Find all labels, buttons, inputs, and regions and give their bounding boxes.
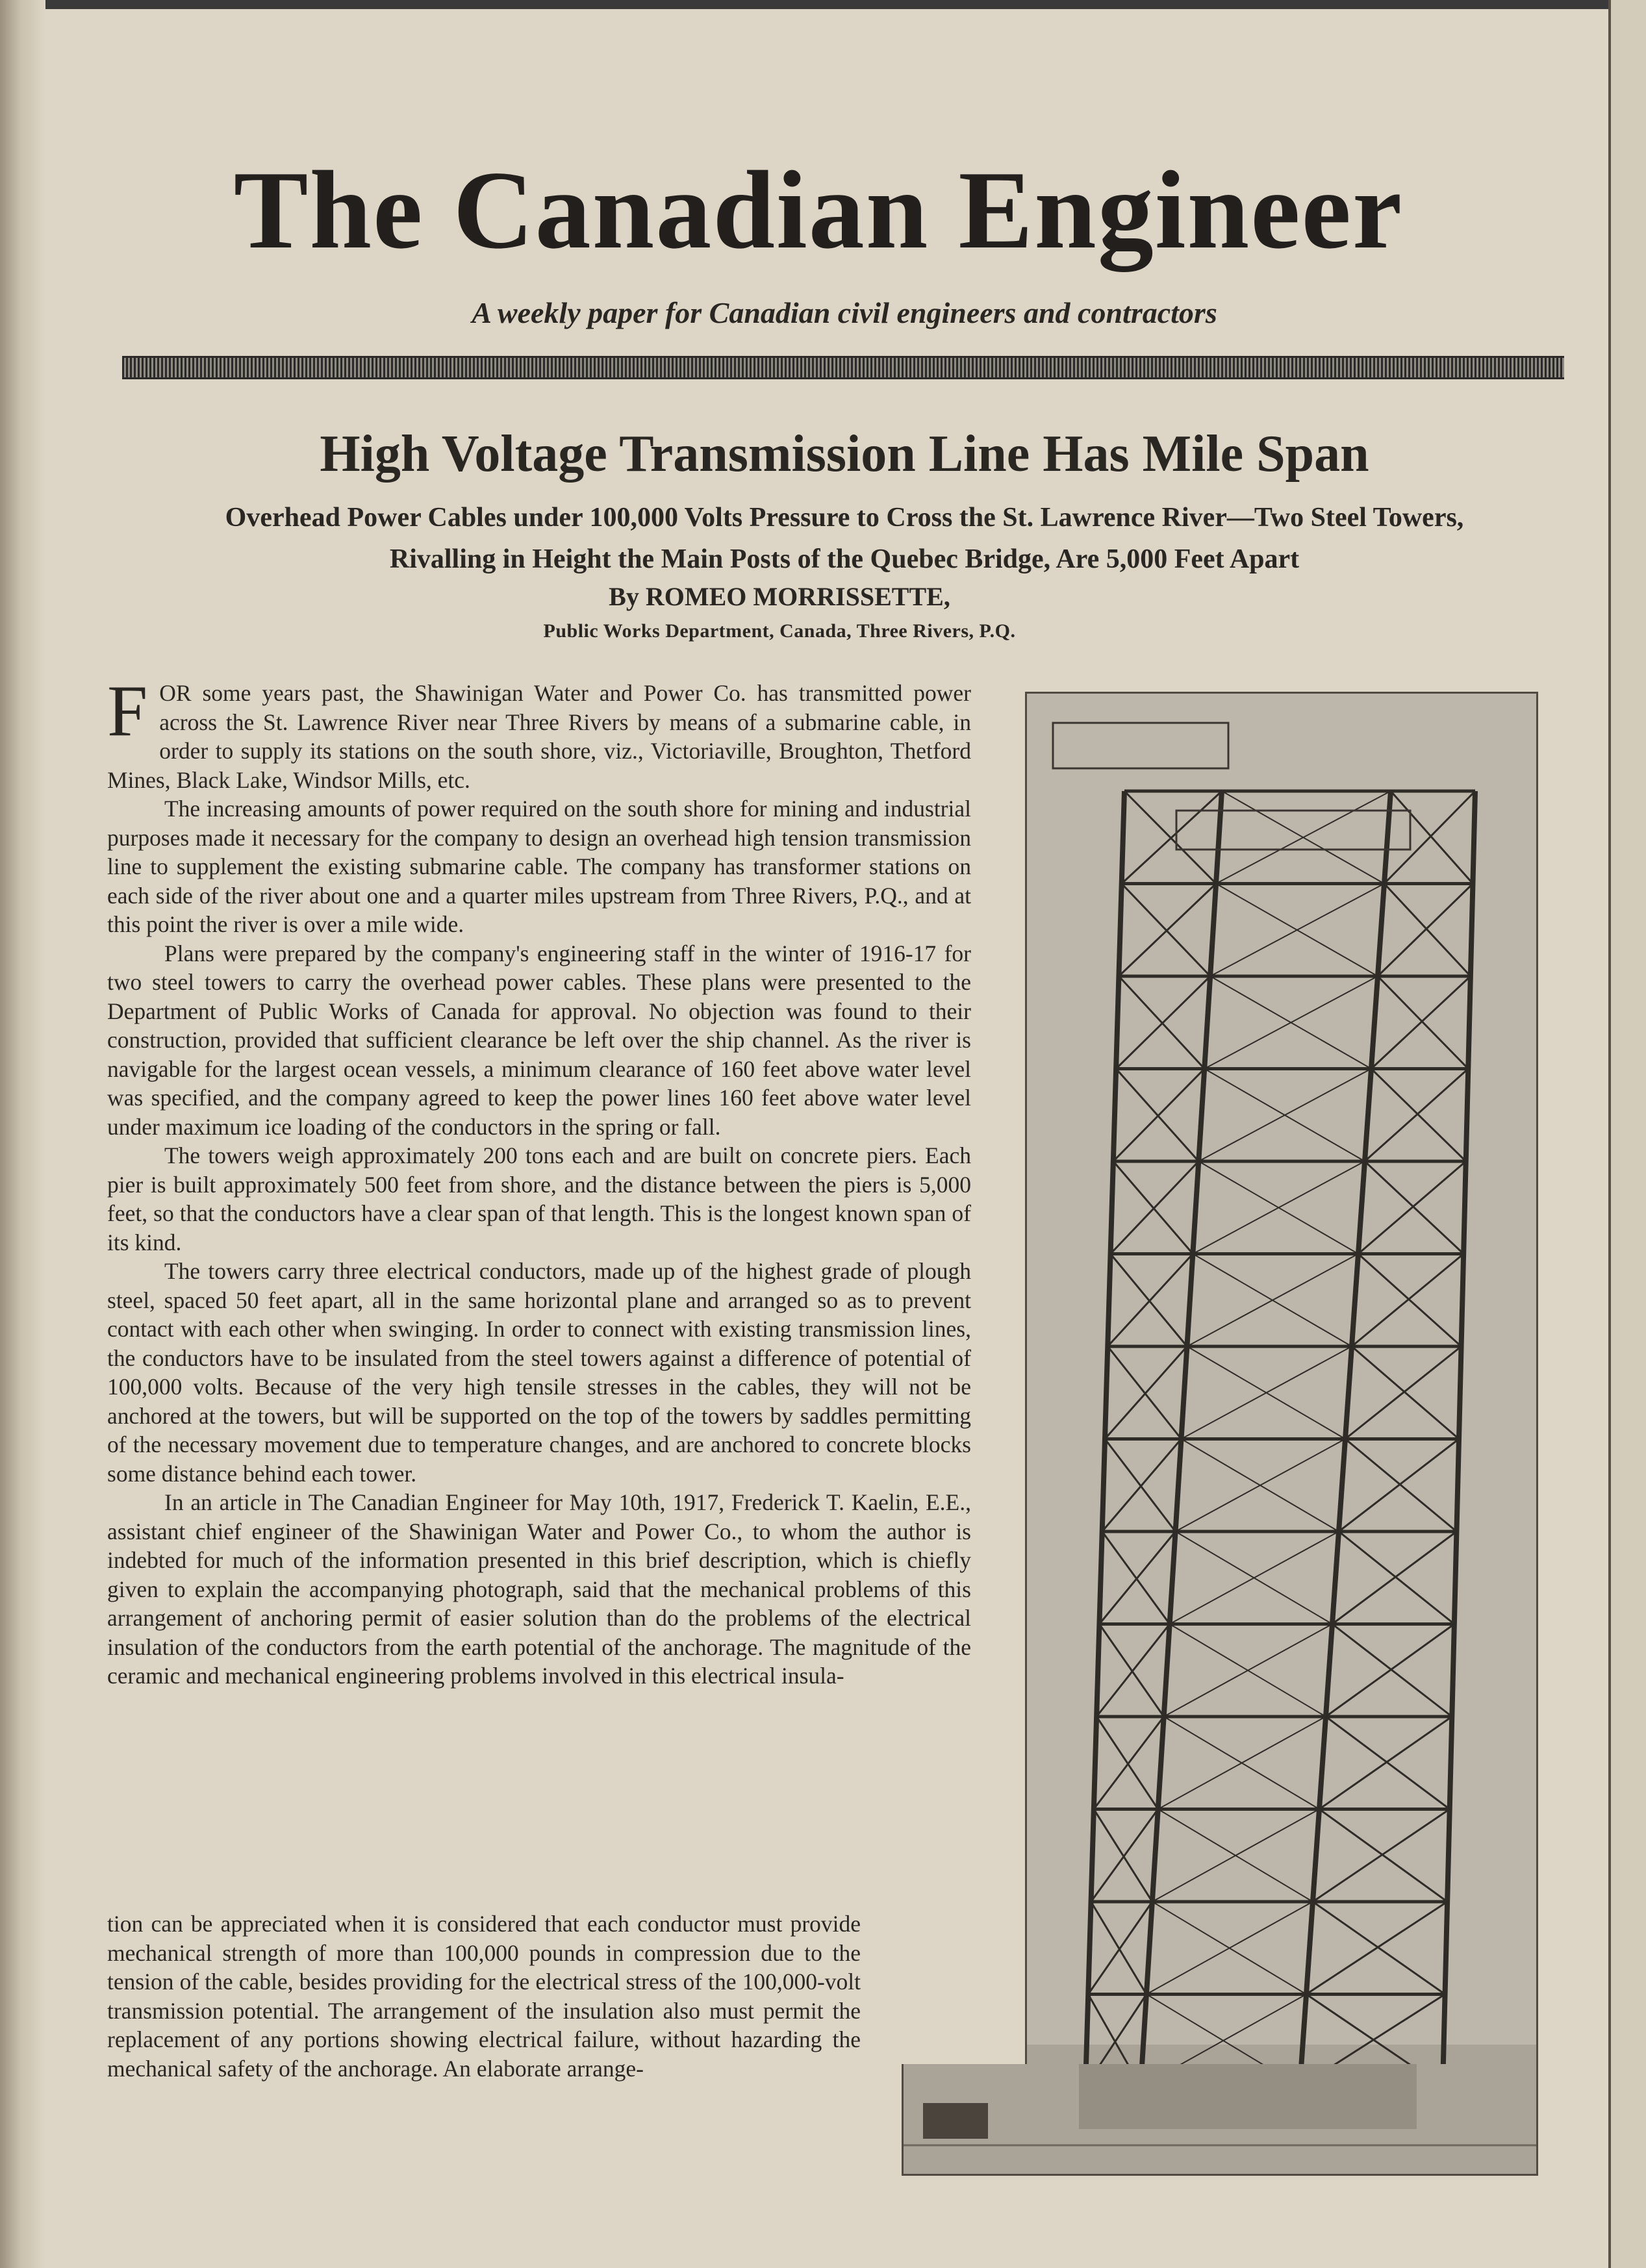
article-body <box>107 671 971 1691</box>
article-body-continued <box>107 1909 861 2083</box>
tower-photograph <box>1025 692 1538 2176</box>
paragraph-6-continued: tion can be appreciated when it is considered that each conductor must provide mechanical strength of more than 100,000 pounds in compression due to the tension of the cable, besides providing for the electrical stress of the 100,000-volt transmission potential. The arrangement of the insulation also must permit the replacement of any portions showing electrical failure, without hazarding the mechanical safety of the anchorage. An elaborate arrange- <box>107 1911 861 2082</box>
page-top-band <box>0 0 1646 9</box>
paragraph-4: The towers weigh approximately 200 tons each and are built on concrete piers. Each pier is built approximately 500 feet from shore, and the distance between the piers is 5,000 feet, so that the conductors have a clear span of that length. This is the longest known span of its kind. <box>107 1142 971 1255</box>
paragraph-3: Plans were prepared by the company's engineering staff in the winter of 1916-17 for two steel towers to carry the overhead power cables. These plans were presented to the Department of Public Works of Canada for approval. No objection was found to their construction, provided that sufficient clearance be left over the ship channel. As the river is navigable for the largest ocean vessels, a minimum clearance of 160 feet above water level was specified, and the company agreed to keep the power lines 160 feet above water level under maximum ice loading of the conductors in the spring or fall. <box>107 940 971 1140</box>
steel-tower-illustration <box>1027 694 1536 2174</box>
article-headline: High Voltage Transmission Line Has Mile Span <box>320 425 1369 483</box>
article-deck: Overhead Power Cables under 100,000 Volts Pressure to Cross the St. Lawrence River—Two Steel Towers, Rivalling in Height the Main Posts of the Quebec Bridge, Are 5,000 Feet Apart <box>225 503 1464 574</box>
paragraph-1: FOR some years past, the Shawinigan Water and Power Co. has transmitted power across the St. Lawrence River near Three Rivers by means of a submarine cable, in order to supply its stations on the south shore, viz., Victoriaville, Broughton, Thetford Mines, Black Lake, Windsor Mills, etc. <box>107 671 971 793</box>
masthead-rule <box>122 356 1564 379</box>
page-gutter-shadow <box>0 0 45 2268</box>
byline: By ROMEO MORRISSETTE, <box>609 582 950 611</box>
paragraph-6: In an article in The Canadian Engineer for May 10th, 1917, Frederick T. Kaelin, E.E., assistant chief engineer of the Shawinigan Water and Power Co., to whom the author is indebted for much of the information presented in this brief description, which is chiefly given to explain the accompanying photograph, said that the mechanical problems of this arrangement of anchoring permit of easier solution than do the problems of the electrical insulation of the conductors from the earth potential of the anchorage. The magnitude of the ceramic and mechanical engineering problems involved in this electrical insula- <box>107 1489 971 1689</box>
right-margin <box>1611 0 1646 2268</box>
tower-base-illustration <box>904 2064 1536 2174</box>
author-affiliation: Public Works Department, Canada, Three Rivers, P.Q. <box>543 620 1016 642</box>
drop-cap: F <box>107 671 148 751</box>
masthead-title: The Canadian Engineer <box>233 149 1404 272</box>
tower-photograph-base <box>902 2064 1538 2176</box>
masthead-subtitle: A weekly paper for Canadian civil engineers and contractors <box>472 296 1217 329</box>
paragraph-2: The increasing amounts of power required on the south shore for mining and industrial purposes made it necessary for the company to design an overhead high tension transmission line to supplement the existing submarine cable. The company has transformer stations on each side of the river about one and a quarter miles upstream from Three Rivers, P.Q., and at this point the river is over a mile wide. <box>107 796 971 937</box>
paragraph-5: The towers carry three electrical conductors, made up of the highest grade of plough steel, spaced 50 feet apart, all in the same horizontal plane and arranged so as to prevent contact with each other when swinging. In order to connect with existing transmission lines, the conductors have to be insulated from the steel towers against a difference of potential of 100,000 volts. Because of the very high tensile stresses in the cables, they will not be anchored at the towers, but will be supported on the top of the towers by saddles permitting of the necessary movement due to temperature changes, and are anchored to concrete blocks some distance behind each tower. <box>107 1258 971 1487</box>
